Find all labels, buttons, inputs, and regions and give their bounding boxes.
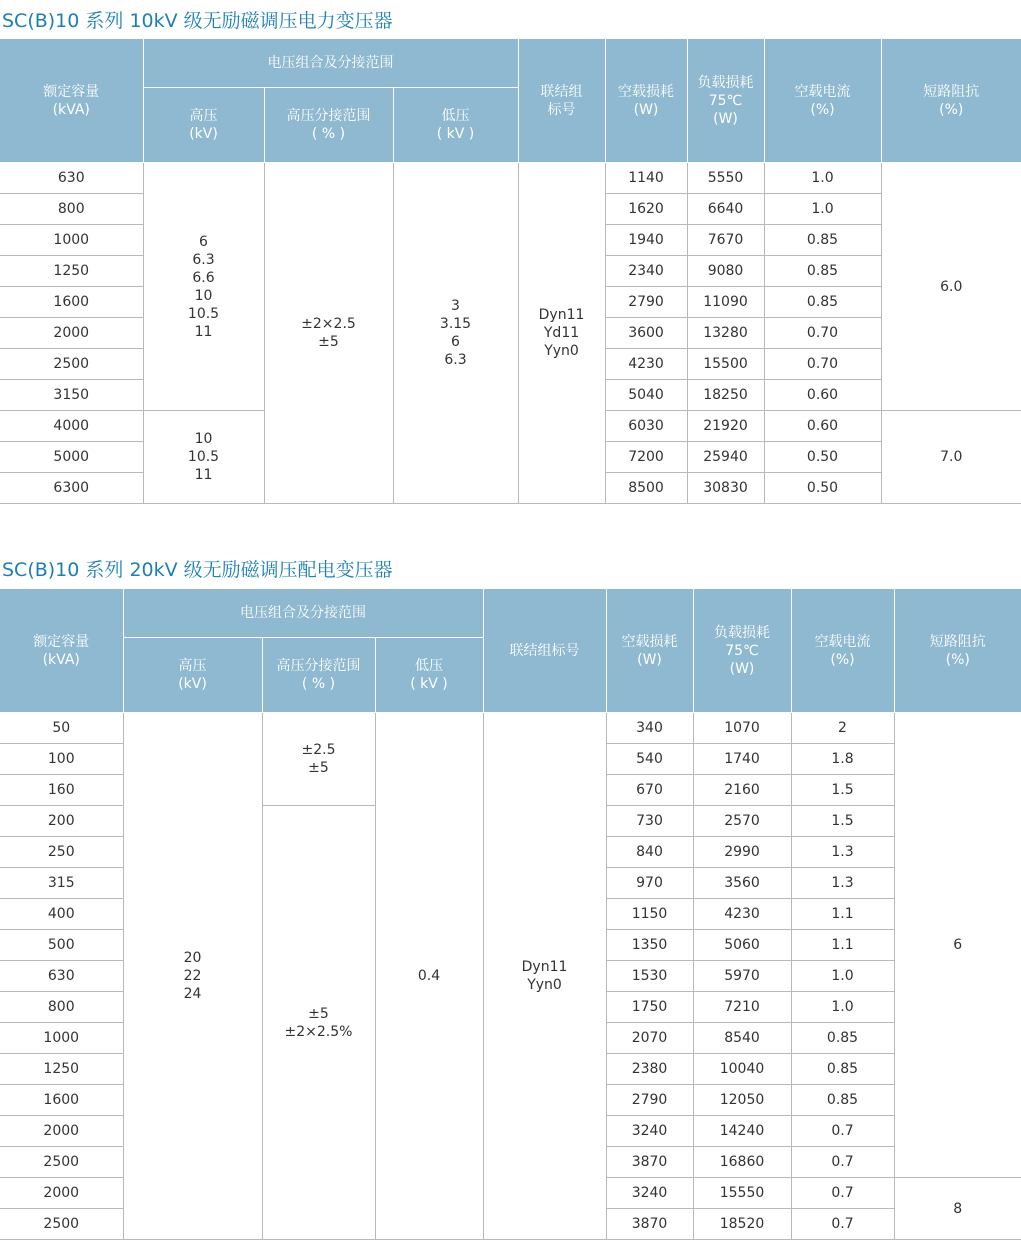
- cell-no-load-current: 0.85: [764, 256, 881, 287]
- cell-capacity: 6300: [0, 473, 143, 504]
- cell-capacity: 1000: [0, 225, 143, 256]
- cell-no-load-loss: 540: [606, 744, 693, 775]
- cell-no-load-loss: 840: [606, 837, 693, 868]
- col-tap-range: 高压分接范围 ( % ): [262, 638, 375, 713]
- cell-no-load-current: 0.7: [791, 1178, 894, 1209]
- cell-no-load-loss: 6030: [605, 411, 687, 442]
- cell-load-loss: 11090: [687, 287, 764, 318]
- cell-no-load-loss: 3870: [606, 1209, 693, 1240]
- cell-no-load-loss: 340: [606, 713, 693, 744]
- cell-no-load-current: 0.85: [791, 1085, 894, 1116]
- cell-load-loss: 15500: [687, 349, 764, 380]
- tap-range-a-line: ±2.5: [301, 742, 336, 758]
- hv-group-b-line: 10: [194, 431, 213, 447]
- connection-groups-line: Yd11: [543, 325, 580, 341]
- tap-range-line: ±5: [318, 334, 339, 350]
- cell-capacity: 1250: [0, 1054, 123, 1085]
- cell-load-loss: 4230: [693, 899, 791, 930]
- cell-load-loss: 3560: [693, 868, 791, 899]
- cell-load-loss: 14240: [693, 1116, 791, 1147]
- hv-group-b-line: 11: [194, 467, 213, 483]
- col-impedance: 短路阻抗 (%): [894, 589, 1021, 713]
- cell-no-load-current: 0.50: [764, 442, 881, 473]
- cell-no-load-loss: 970: [606, 868, 693, 899]
- impedance-a: 6: [894, 713, 1021, 1178]
- cell-load-loss: 1740: [693, 744, 791, 775]
- cell-no-load-current: 0.85: [764, 287, 881, 318]
- cell-no-load-current: 1.8: [791, 744, 894, 775]
- cell-load-loss: 10040: [693, 1054, 791, 1085]
- cell-no-load-loss: 3240: [606, 1116, 693, 1147]
- tap-range-b: [262, 806, 375, 1240]
- col-no-load-current: 空载电流 (%): [791, 589, 894, 713]
- table2-title: SC(B)10 系列 20kV 级无励磁调压配电变压器: [2, 559, 393, 581]
- lv-value: 0.4: [375, 713, 483, 1240]
- cell-load-loss: 2160: [693, 775, 791, 806]
- col-no-load-current: 空载电流 (%): [764, 39, 881, 163]
- lv-values-line: 3: [451, 298, 460, 314]
- cell-no-load-current: 1.3: [791, 837, 894, 868]
- cell-no-load-loss: 730: [606, 806, 693, 837]
- hv-values-line: 20: [183, 950, 202, 966]
- cell-no-load-loss: 2790: [605, 287, 687, 318]
- hv-group-a-line: 6.6: [192, 269, 215, 286]
- cell-no-load-current: 0.85: [791, 1054, 894, 1085]
- cell-load-loss: 21920: [687, 411, 764, 442]
- table-20kv: [0, 588, 1021, 1240]
- cell-capacity: 800: [0, 992, 123, 1023]
- tap-range-a: [262, 713, 375, 806]
- table-row: [0, 163, 1021, 194]
- cell-no-load-current: 0.7: [791, 1147, 894, 1178]
- cell-no-load-current: 0.7: [791, 1116, 894, 1147]
- table-row: [0, 713, 1021, 744]
- cell-load-loss: 18250: [687, 380, 764, 411]
- cell-capacity: 800: [0, 194, 143, 225]
- cell-load-loss: 5060: [693, 930, 791, 961]
- cell-no-load-loss: 2380: [606, 1054, 693, 1085]
- cell-capacity: 100: [0, 744, 123, 775]
- cell-load-loss: 16860: [693, 1147, 791, 1178]
- cell-capacity: 630: [0, 961, 123, 992]
- lv-values-line: 6: [451, 334, 460, 350]
- cell-no-load-current: 0.60: [764, 380, 881, 411]
- cell-load-loss: 18520: [693, 1209, 791, 1240]
- col-hv: 高压 (kV): [143, 88, 264, 163]
- cell-capacity: 50: [0, 713, 123, 744]
- cell-capacity: 2000: [0, 1116, 123, 1147]
- cell-capacity: 315: [0, 868, 123, 899]
- connection-groups: [518, 163, 605, 504]
- lv-values-line: 3.15: [439, 316, 472, 332]
- cell-no-load-current: 0.70: [764, 349, 881, 380]
- cell-no-load-loss: 3240: [606, 1178, 693, 1209]
- cell-load-loss: 5550: [687, 163, 764, 194]
- cell-no-load-current: 1.5: [791, 806, 894, 837]
- cell-load-loss: 15550: [693, 1178, 791, 1209]
- connection-groups-line: Dyn11: [538, 307, 585, 323]
- col-hv: 高压 (kV): [123, 638, 262, 713]
- col-connection: 联结组标号: [483, 589, 606, 713]
- cell-no-load-current: 1.0: [764, 194, 881, 225]
- col-impedance: 短路阻抗 (%): [881, 39, 1021, 163]
- cell-capacity: 1250: [0, 256, 143, 287]
- cell-no-load-loss: 670: [606, 775, 693, 806]
- connection-groups-line: Yyn0: [527, 977, 562, 993]
- cell-load-loss: 2570: [693, 806, 791, 837]
- connection-groups-line: Yyn0: [544, 343, 579, 359]
- cell-no-load-loss: 1140: [605, 163, 687, 194]
- cell-capacity: 4000: [0, 411, 143, 442]
- col-load-loss: 负载损耗 75℃ (W): [687, 39, 764, 163]
- cell-no-load-current: 1.0: [764, 163, 881, 194]
- cell-no-load-current: 1.0: [791, 992, 894, 1023]
- connection-groups: [483, 713, 606, 1240]
- cell-capacity: 400: [0, 899, 123, 930]
- col-no-load-loss: 空载损耗 (W): [606, 589, 693, 713]
- cell-load-loss: 7210: [693, 992, 791, 1023]
- cell-no-load-current: 0.85: [764, 225, 881, 256]
- col-lv: 低压 ( kV ): [375, 638, 483, 713]
- cell-capacity: 2000: [0, 318, 143, 349]
- lv-values-line: 6.3: [444, 352, 467, 368]
- cell-load-loss: 5970: [693, 961, 791, 992]
- tap-range-a-line: ±5: [308, 760, 329, 776]
- cell-no-load-current: 1.3: [791, 868, 894, 899]
- hv-group-a: [143, 163, 264, 411]
- cell-load-loss: 1070: [693, 713, 791, 744]
- cell-capacity: 3150: [0, 380, 143, 411]
- col-voltage-group: 电压组合及分接范围: [143, 39, 518, 88]
- cell-no-load-loss: 1350: [606, 930, 693, 961]
- cell-capacity: 200: [0, 806, 123, 837]
- col-tap-range: 高压分接范围 ( % ): [264, 88, 393, 163]
- cell-capacity: 160: [0, 775, 123, 806]
- cell-no-load-current: 1.0: [791, 961, 894, 992]
- cell-capacity: 2500: [0, 1147, 123, 1178]
- connection-groups-line: Dyn11: [521, 959, 568, 975]
- table-10kv: [0, 38, 1021, 504]
- cell-no-load-loss: 7200: [605, 442, 687, 473]
- col-voltage-group: 电压组合及分接范围: [123, 589, 483, 638]
- tap-range: [264, 163, 393, 504]
- hv-group-a-line: 10: [194, 287, 213, 304]
- hv-group-a-line: 6.3: [192, 251, 215, 268]
- tap-range-b-line: ±5: [308, 1005, 329, 1022]
- impedance-a: 6.0: [881, 163, 1021, 411]
- cell-no-load-loss: 1150: [606, 899, 693, 930]
- cell-no-load-loss: 1530: [606, 961, 693, 992]
- cell-load-loss: 12050: [693, 1085, 791, 1116]
- cell-no-load-current: 0.50: [764, 473, 881, 504]
- hv-values: [123, 713, 262, 1240]
- cell-load-loss: 13280: [687, 318, 764, 349]
- col-capacity: 额定容量 (kVA): [0, 589, 123, 713]
- hv-group-a-line: 10.5: [187, 305, 220, 322]
- cell-capacity: 2500: [0, 1209, 123, 1240]
- cell-no-load-loss: 1940: [605, 225, 687, 256]
- cell-no-load-current: 0.85: [791, 1023, 894, 1054]
- hv-group-b: [143, 411, 264, 504]
- cell-load-loss: 30830: [687, 473, 764, 504]
- cell-load-loss: 2990: [693, 837, 791, 868]
- impedance-b: 8: [894, 1178, 1021, 1240]
- cell-capacity: 2500: [0, 349, 143, 380]
- cell-capacity: 1000: [0, 1023, 123, 1054]
- impedance-b: 7.0: [881, 411, 1021, 504]
- cell-capacity: 250: [0, 837, 123, 868]
- lv-values: [393, 163, 518, 504]
- cell-no-load-loss: 8500: [605, 473, 687, 504]
- col-lv: 低压 ( kV ): [393, 88, 518, 163]
- cell-capacity: 1600: [0, 287, 143, 318]
- tap-range-b-line: ±2×2.5%: [284, 1023, 353, 1040]
- cell-no-load-current: 0.70: [764, 318, 881, 349]
- col-no-load-loss: 空载损耗 (W): [605, 39, 687, 163]
- cell-load-loss: 8540: [693, 1023, 791, 1054]
- cell-capacity: 2000: [0, 1178, 123, 1209]
- hv-group-a-line: 6: [199, 233, 208, 250]
- cell-no-load-current: 2: [791, 713, 894, 744]
- tap-range-line: ±2×2.5: [301, 316, 356, 332]
- cell-no-load-loss: 2790: [606, 1085, 693, 1116]
- cell-no-load-current: 1.1: [791, 899, 894, 930]
- hv-group-b-line: 10.5: [187, 449, 220, 465]
- cell-no-load-current: 1.5: [791, 775, 894, 806]
- col-capacity: 额定容量 (kVA): [0, 39, 143, 163]
- cell-capacity: 500: [0, 930, 123, 961]
- col-load-loss: 负载损耗 75℃ (W): [693, 589, 791, 713]
- cell-no-load-loss: 1750: [606, 992, 693, 1023]
- hv-values-line: 24: [183, 986, 202, 1002]
- cell-no-load-loss: 2070: [606, 1023, 693, 1054]
- cell-load-loss: 6640: [687, 194, 764, 225]
- cell-no-load-loss: 3870: [606, 1147, 693, 1178]
- col-connection: 联结组 标号: [518, 39, 605, 163]
- table1-title: SC(B)10 系列 10kV 级无励磁调压电力变压器: [2, 10, 393, 32]
- cell-no-load-loss: 1620: [605, 194, 687, 225]
- cell-load-loss: 9080: [687, 256, 764, 287]
- cell-no-load-current: 0.7: [791, 1209, 894, 1240]
- hv-group-a-line: 11: [194, 323, 213, 340]
- cell-no-load-loss: 4230: [605, 349, 687, 380]
- cell-no-load-current: 0.60: [764, 411, 881, 442]
- cell-no-load-loss: 5040: [605, 380, 687, 411]
- cell-no-load-loss: 2340: [605, 256, 687, 287]
- cell-no-load-loss: 3600: [605, 318, 687, 349]
- cell-capacity: 1600: [0, 1085, 123, 1116]
- cell-no-load-current: 1.1: [791, 930, 894, 961]
- cell-load-loss: 25940: [687, 442, 764, 473]
- cell-capacity: 630: [0, 163, 143, 194]
- hv-values-line: 22: [183, 968, 202, 984]
- cell-load-loss: 7670: [687, 225, 764, 256]
- cell-capacity: 5000: [0, 442, 143, 473]
